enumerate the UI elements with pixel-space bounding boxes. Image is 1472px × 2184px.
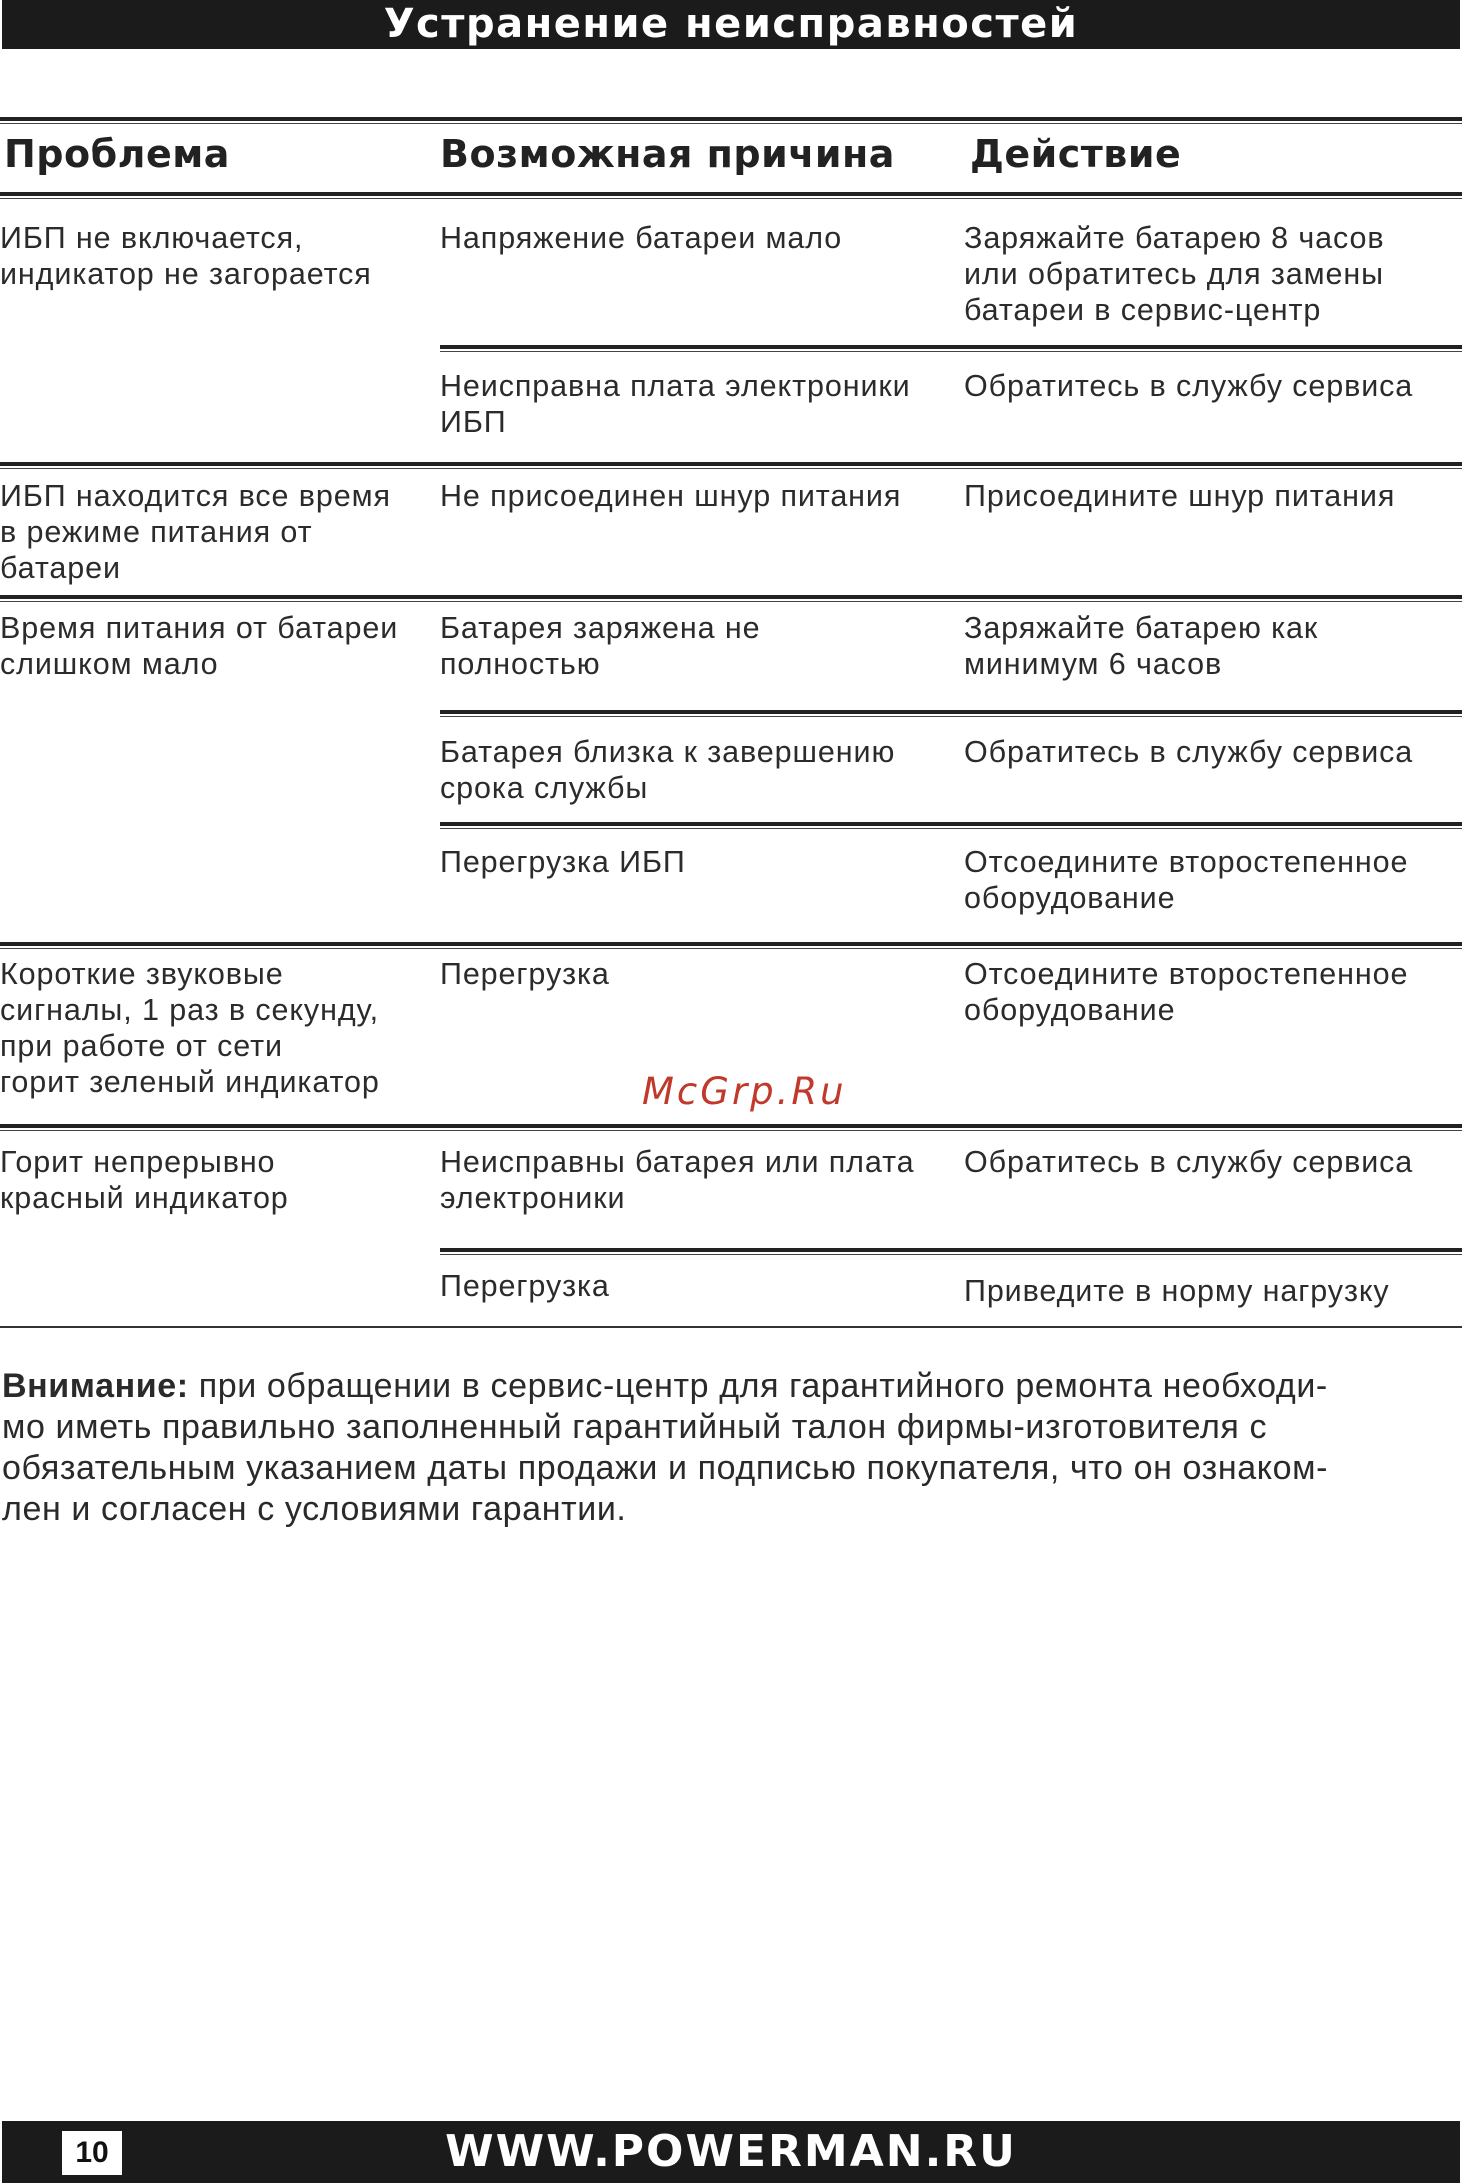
action-cell: Обратитесь в службу сервиса <box>964 1145 1414 1179</box>
action-cell: Присоедините шнур питания <box>964 479 1396 513</box>
footer-bar <box>2 2121 1460 2183</box>
header-bottom-rule <box>0 192 1462 199</box>
action-cell: Отсоедините второстепенное оборудование <box>964 957 1409 1027</box>
problem-cell: Горит непрерывно красный индикатор <box>0 1145 289 1215</box>
action-cell: Обратитесь в службу сервиса <box>964 369 1414 403</box>
table-top-rule <box>0 117 1462 124</box>
header-cause: Возможная причина <box>440 132 895 176</box>
page-title: Устранение неисправностей <box>2 0 1460 49</box>
action-cell: Отсоедините второстепенное оборудование <box>964 845 1409 915</box>
watermark: McGrp.Ru <box>642 1070 847 1113</box>
row-rule <box>0 942 1462 949</box>
row-rule <box>0 1124 1462 1131</box>
action-cell: Заряжайте батарею как минимум 6 часов <box>964 611 1319 681</box>
sub-row-rule <box>440 345 1462 352</box>
header-problem: Проблема <box>4 132 230 176</box>
action-cell: Обратитесь в службу сервиса <box>964 735 1414 769</box>
cause-cell: Неисправна плата электроники ИБП <box>440 369 911 439</box>
cause-cell: Напряжение батареи мало <box>440 221 843 255</box>
cause-cell: Перегрузка <box>440 1269 610 1303</box>
problem-cell: Время питания от батареи слишком мало <box>0 611 399 681</box>
warranty-note <box>2 1366 1468 1530</box>
action-cell: Приведите в норму нагрузку <box>964 1274 1390 1308</box>
action-cell: Заряжайте батарею 8 часов или обратитесь для замены батареи в сервис-центр <box>964 221 1385 327</box>
cause-cell: Перегрузка ИБП <box>440 845 686 879</box>
row-rule <box>0 595 1462 602</box>
page-number: 10 <box>62 2131 122 2175</box>
sub-row-rule <box>440 710 1462 717</box>
note-line: при обращении в сервис-центр для гарантийного ремонта необходи- <box>188 1367 1328 1405</box>
row-rule <box>0 462 1462 469</box>
cause-cell: Не присоединен шнур питания <box>440 479 902 513</box>
note-line: лен и согласен с условиями гарантии. <box>2 1490 627 1528</box>
cause-cell: Батарея заряжена не полностью <box>440 611 761 681</box>
header-action: Действие <box>970 132 1182 176</box>
sub-row-rule <box>440 822 1462 829</box>
note-label: Внимание: <box>2 1367 189 1405</box>
cause-cell: Перегрузка <box>440 957 610 991</box>
problem-cell: ИБП не включается, индикатор не загорается <box>0 221 372 291</box>
cause-cell: Неисправны батарея или плата электроники <box>440 1145 915 1215</box>
table-bottom-rule <box>0 1326 1462 1328</box>
sub-row-rule <box>440 1248 1462 1255</box>
note-line: мо иметь правильно заполненный гарантийный талон фирмы-изготовителя с <box>2 1408 1268 1446</box>
cause-cell: Батарея близка к завершению срока службы <box>440 735 896 805</box>
footer-url: WWW.POWERMAN.RU <box>445 2126 1017 2177</box>
problem-cell: Короткие звуковые сигналы, 1 раз в секунду, при работе от сети горит зеленый индикатор <box>0 957 380 1099</box>
note-line: обязательным указанием даты продажи и подписью покупателя, что он ознаком- <box>2 1449 1329 1487</box>
problem-cell: ИБП находится все время в режиме питания от батареи <box>0 479 391 585</box>
